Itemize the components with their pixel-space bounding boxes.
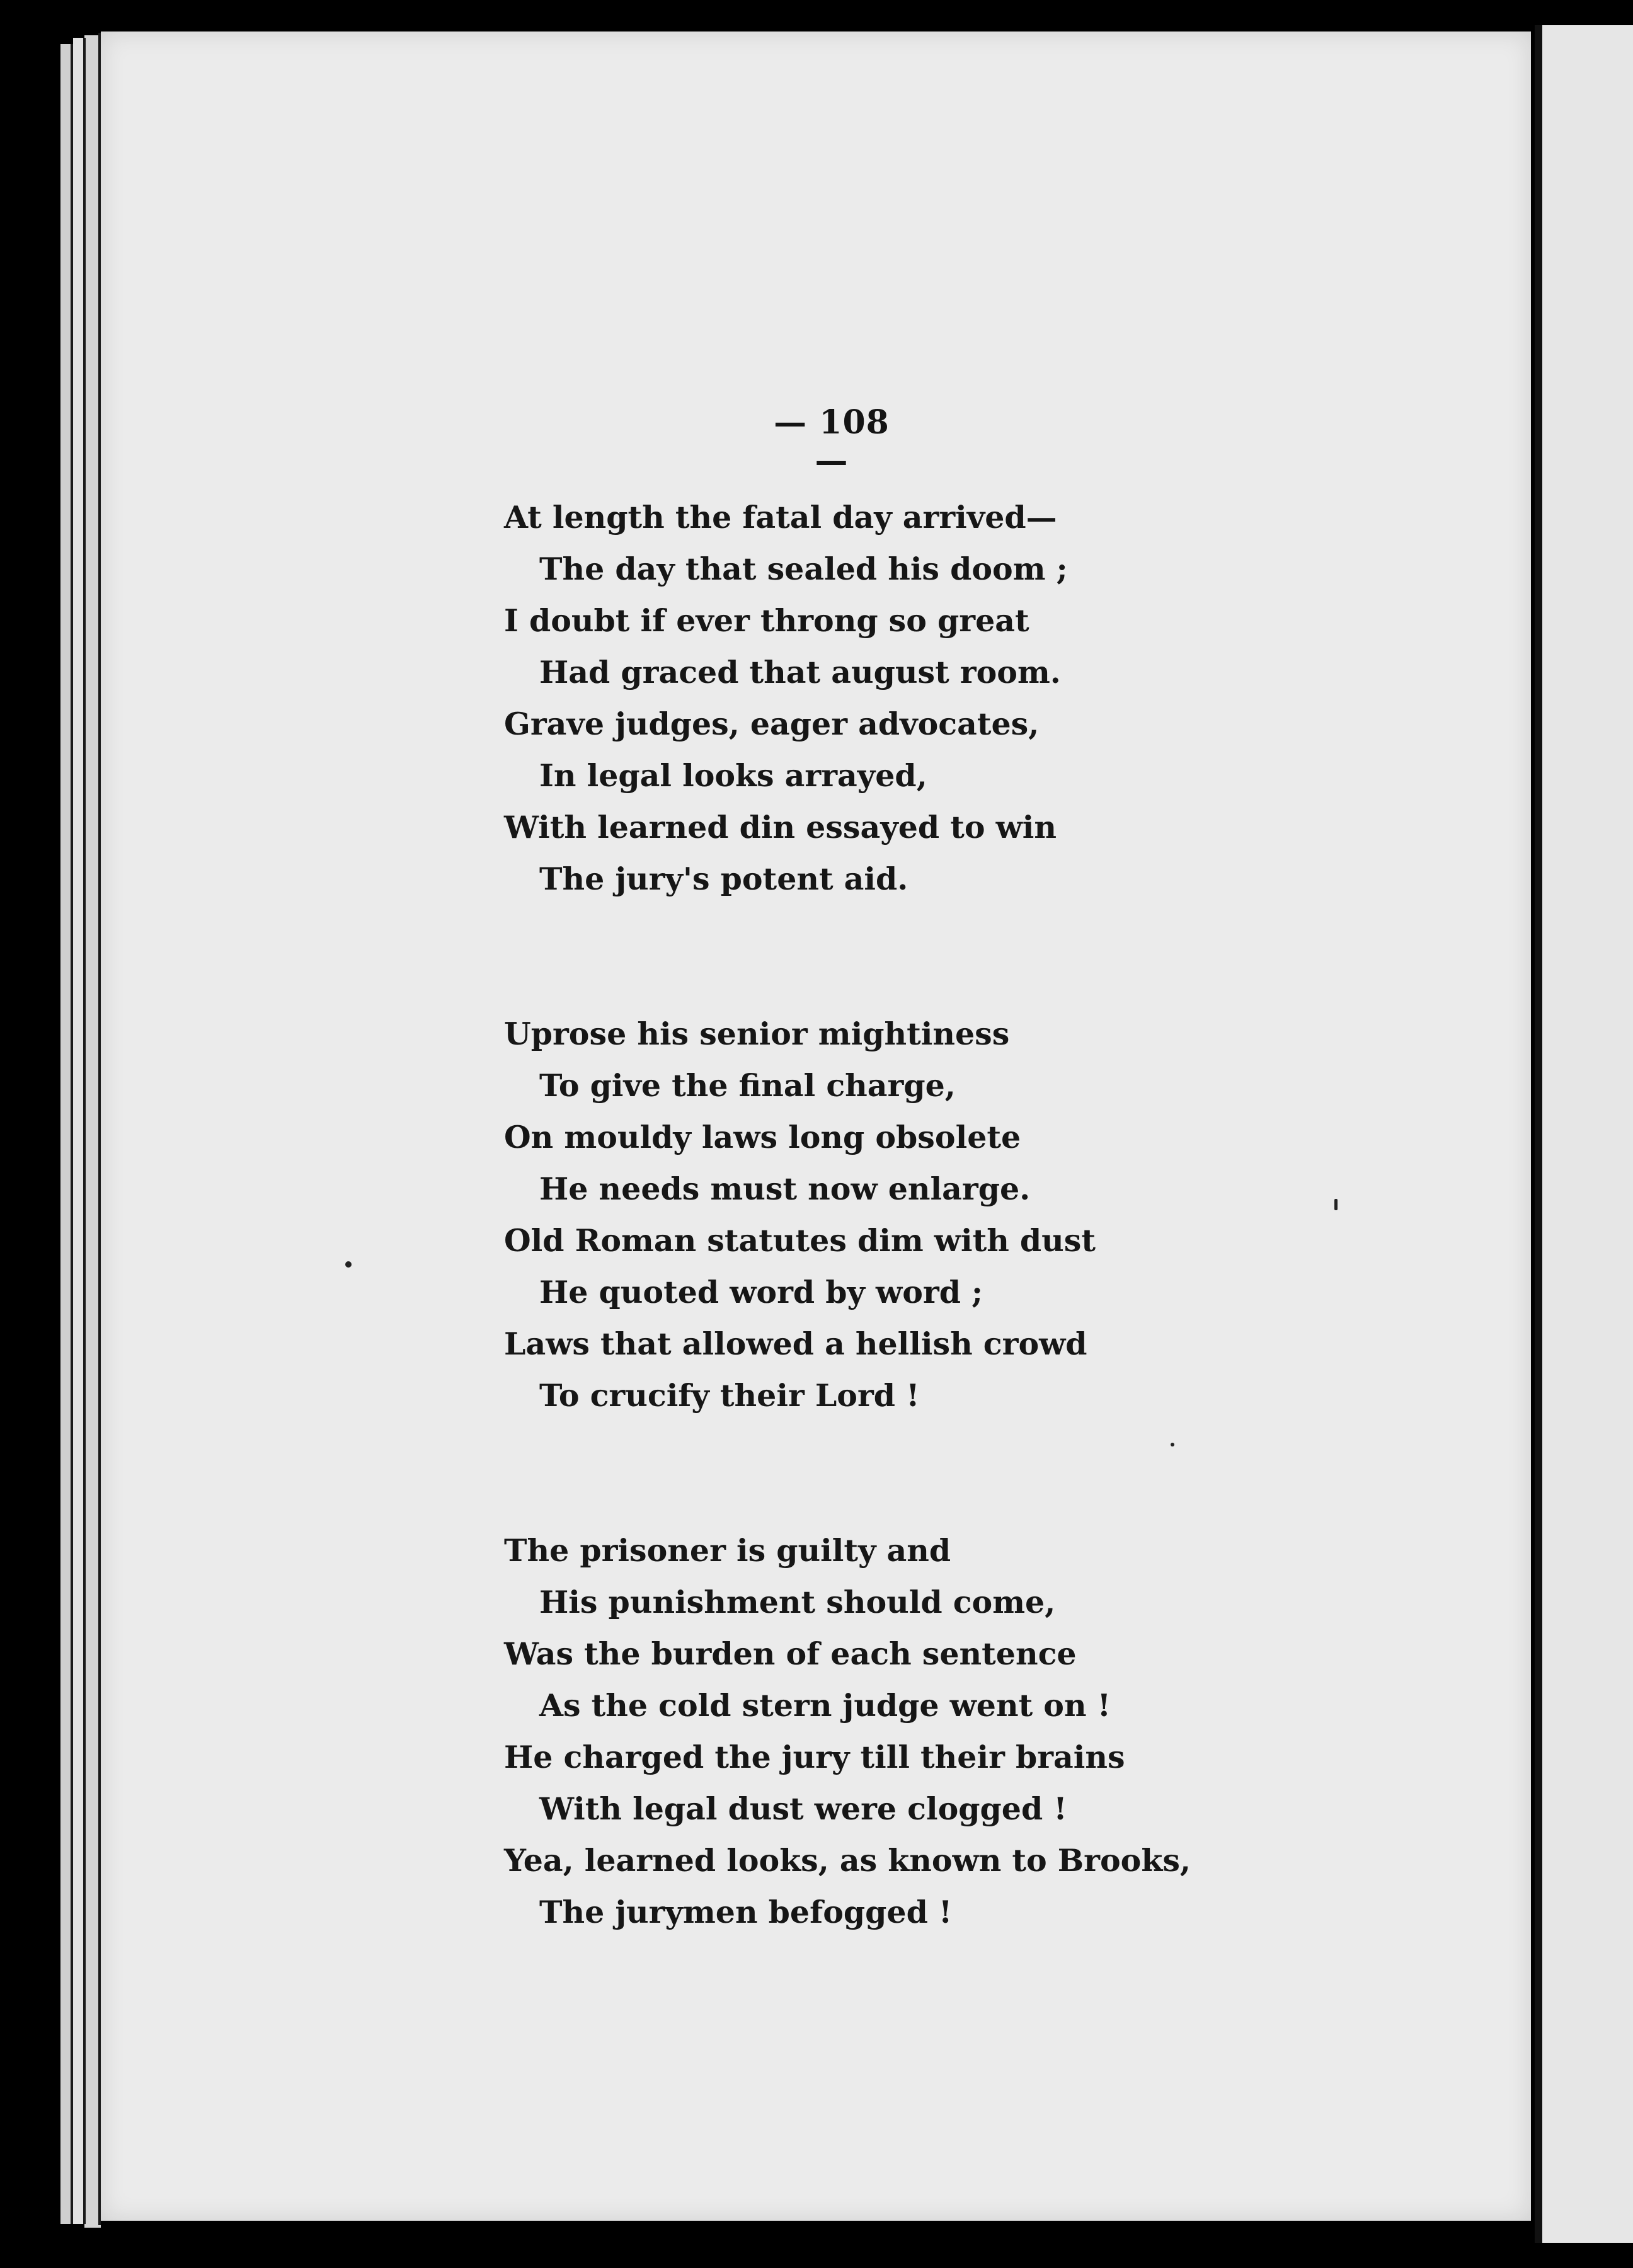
poem-body xyxy=(504,491,1323,2041)
verse-line: On mouldy laws long obsolete xyxy=(504,1119,1021,1155)
verse-line: Laws that allowed a hellish crowd xyxy=(504,1326,1087,1362)
scan-speck xyxy=(345,1261,352,1268)
facing-page-edge xyxy=(1542,25,1633,2243)
verse-line: Had graced that august room. xyxy=(539,654,1061,690)
verse-line: As the cold stern judge went on ! xyxy=(539,1687,1111,1724)
page-number: — 108 — xyxy=(774,403,890,480)
verse-line: I doubt if ever throng so great xyxy=(504,602,1029,639)
verse-line: Old Roman statutes dim with dust xyxy=(504,1222,1096,1259)
gutter-shadow xyxy=(1535,25,1542,2243)
verse-line: To give the final charge, xyxy=(539,1067,956,1104)
verse-line: He charged the jury till their brains xyxy=(504,1739,1125,1775)
verse-line: He needs must now enlarge. xyxy=(539,1171,1031,1207)
stanza-1 xyxy=(504,491,1323,905)
verse-line: The day that sealed his doom ; xyxy=(539,551,1068,587)
stanza-2 xyxy=(504,1008,1323,1421)
verse-line: At length the fatal day arrived— xyxy=(504,499,1057,536)
verse-line: His punishment should come, xyxy=(539,1584,1056,1620)
verse-line: To crucify their Lord ! xyxy=(539,1377,920,1414)
verse-line: Uprose his senior mightiness xyxy=(504,1016,1010,1052)
verse-line: With learned din essayed to win xyxy=(504,809,1057,845)
verse-line: He quoted word by word ; xyxy=(539,1274,983,1310)
page-edge-line xyxy=(83,38,86,2224)
scan-speck xyxy=(1334,1199,1338,1210)
verse-line: Grave judges, eager advocates, xyxy=(504,706,1040,742)
verse-line: In legal looks arrayed, xyxy=(539,757,927,794)
page-edge-line xyxy=(71,44,73,2224)
verse-line: With legal dust were clogged ! xyxy=(539,1790,1067,1827)
stanza-3 xyxy=(504,1525,1323,1938)
verse-line: The prisoner is guilty and xyxy=(504,1532,951,1569)
verse-line: Yea, learned looks, as known to Brooks, xyxy=(504,1842,1191,1879)
verse-line: The jury's potent aid. xyxy=(539,861,908,897)
verse-line: The jurymen befogged ! xyxy=(539,1894,953,1930)
verse-line: Was the burden of each sentence xyxy=(504,1635,1077,1672)
scan-speck xyxy=(1171,1443,1174,1446)
